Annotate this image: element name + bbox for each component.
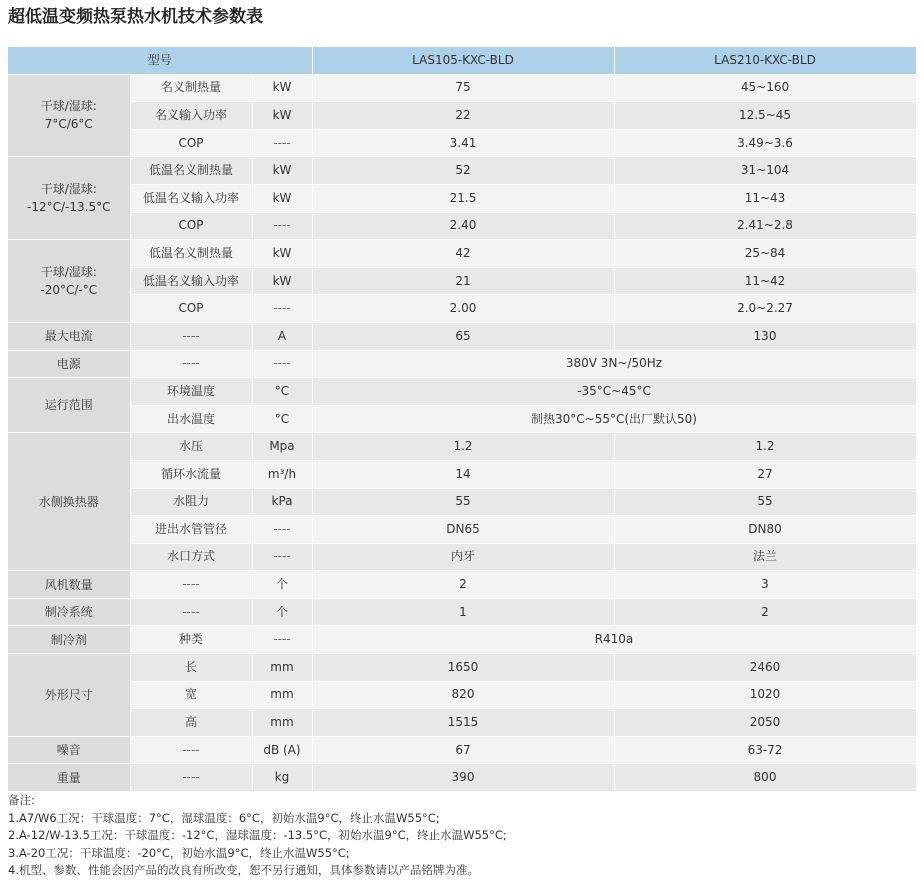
value-cell-2: 3 [614, 571, 916, 599]
table-row [8, 681, 916, 709]
value-cell-1: 22 [312, 102, 614, 130]
table-row [8, 516, 916, 544]
value-cell-1: 3.41 [312, 129, 614, 157]
value-cell-1: 1515 [312, 709, 614, 737]
table-row [8, 295, 916, 323]
value-cell-2: 2460 [614, 654, 916, 682]
value-cell-2: 130 [614, 322, 916, 350]
value-cell-2: 1.2 [614, 433, 916, 461]
item-cell: COP [130, 295, 252, 323]
table-row [8, 129, 916, 157]
value-cell-2: 11~43 [614, 184, 916, 212]
table-row [8, 267, 916, 295]
item-cell: 循环水流量 [130, 460, 252, 488]
group-label: 水侧换热器 [8, 433, 130, 571]
value-cell-2: 2050 [614, 709, 916, 737]
value-cell-2: 27 [614, 460, 916, 488]
table-row [8, 433, 916, 461]
unit-cell: kW [252, 157, 312, 185]
table-row [8, 736, 916, 764]
group-label: 干球/湿球: 7°C/6°C [8, 74, 130, 157]
unit-cell: °C [252, 378, 312, 406]
item-cell: 环境温度 [130, 378, 252, 406]
value-cell-2: 12.5~45 [614, 102, 916, 130]
group-label: 制冷剂 [8, 626, 130, 654]
item-cell: 长 [130, 654, 252, 682]
header-model-2: LAS210-KXC-BLD [614, 47, 916, 74]
value-cell-2: 45~160 [614, 74, 916, 102]
unit-cell: ---- [252, 350, 312, 378]
value-cell-1: 1650 [312, 654, 614, 682]
value-cell-2: 800 [614, 764, 916, 792]
unit-cell: 个 [252, 598, 312, 626]
table-row [8, 102, 916, 130]
table-row [8, 709, 916, 737]
group-label: 运行范围 [8, 378, 130, 433]
group-label: 最大电流 [8, 322, 130, 350]
value-cell-2: 63-72 [614, 736, 916, 764]
value-cell-1: 2 [312, 571, 614, 599]
unit-cell: A [252, 322, 312, 350]
value-cell-1: 75 [312, 74, 614, 102]
note-line: 2.A-12/W-13.5工况：干球温度：-12°C，湿球温度：-13.5°C，初始水温9°C，终止水温W55°C; [8, 828, 507, 842]
header-model-label: 型号 [8, 47, 312, 74]
header-model-1: LAS105-KXC-BLD [312, 47, 614, 74]
value-cell-1: 52 [312, 157, 614, 185]
value-cell-merged: 380V 3N~/50Hz [312, 350, 916, 378]
table-row [8, 571, 916, 599]
table-header-row [8, 47, 916, 74]
item-cell: 名义制热量 [130, 74, 252, 102]
note-line: 3.A-20工况：干球温度：-20°C，初始水温9°C，终止水温W55°C; [8, 845, 350, 860]
value-cell-2: 2 [614, 598, 916, 626]
item-cell: 高 [130, 709, 252, 737]
value-cell-1: 2.40 [312, 212, 614, 240]
value-cell-1: 21.5 [312, 184, 614, 212]
table-row [8, 488, 916, 516]
value-cell-2: DN80 [614, 516, 916, 544]
table-row [8, 240, 916, 268]
table-row [8, 654, 916, 682]
value-cell-1: 55 [312, 488, 614, 516]
table-row [8, 378, 916, 406]
unit-cell: mm [252, 681, 312, 709]
item-cell: 低温名义输入功率 [130, 184, 252, 212]
group-label: 干球/湿球: -12°C/-13.5°C [8, 157, 130, 240]
value-cell-2: 55 [614, 488, 916, 516]
table-row [8, 184, 916, 212]
table-row [8, 405, 916, 433]
value-cell-2: 法兰 [614, 543, 916, 571]
item-cell: ---- [130, 764, 252, 792]
item-cell: 水口方式 [130, 543, 252, 571]
group-label: 电源 [8, 350, 130, 378]
table-row [8, 157, 916, 185]
unit-cell: 个 [252, 571, 312, 599]
unit-cell: kW [252, 240, 312, 268]
unit-cell: ---- [252, 543, 312, 571]
unit-cell: °C [252, 405, 312, 433]
value-cell-2: 31~104 [614, 157, 916, 185]
unit-cell: dB (A) [252, 736, 312, 764]
group-label: 风机数量 [8, 571, 130, 599]
value-cell-1: 21 [312, 267, 614, 295]
note-line: 4.机型、参数、性能会因产品的改良有所改变，恕不另行通知，具体参数请以产品铭牌为准。 [8, 863, 479, 877]
value-cell-2: 1020 [614, 681, 916, 709]
unit-cell: ---- [252, 212, 312, 240]
table-row [8, 460, 916, 488]
group-label: 噪音 [8, 736, 130, 764]
value-cell-2: 11~42 [614, 267, 916, 295]
value-cell-1: DN65 [312, 516, 614, 544]
value-cell-1: 42 [312, 240, 614, 268]
item-cell: 低温名义制热量 [130, 240, 252, 268]
value-cell-merged: -35°C~45°C [312, 378, 916, 406]
unit-cell: ---- [252, 129, 312, 157]
item-cell: 进出水管管径 [130, 516, 252, 544]
unit-cell: m³/h [252, 460, 312, 488]
value-cell-1: 65 [312, 322, 614, 350]
item-cell: ---- [130, 571, 252, 599]
unit-cell: kg [252, 764, 312, 792]
unit-cell: Mpa [252, 433, 312, 461]
table-row [8, 626, 916, 654]
notes-heading: 备注: [8, 793, 35, 807]
table-row [8, 212, 916, 240]
item-cell: ---- [130, 322, 252, 350]
group-label: 干球/湿球: -20°C/-°C [8, 240, 130, 323]
item-cell: ---- [130, 598, 252, 626]
unit-cell: kW [252, 184, 312, 212]
item-cell: ---- [130, 350, 252, 378]
unit-cell: ---- [252, 516, 312, 544]
table-row [8, 598, 916, 626]
spec-table [8, 47, 917, 792]
unit-cell: ---- [252, 626, 312, 654]
item-cell: 名义输入功率 [130, 102, 252, 130]
note-line: 1.A7/W6工况：干球温度：7°C，湿球温度：6°C，初始水温9°C，终止水温W55°C; [8, 810, 440, 825]
unit-cell: ---- [252, 295, 312, 323]
table-row [8, 322, 916, 350]
value-cell-2: 2.0~2.27 [614, 295, 916, 323]
page-title: 超低温变频热泵热水机技术参数表 [8, 7, 263, 27]
item-cell: COP [130, 212, 252, 240]
item-cell: 水阻力 [130, 488, 252, 516]
item-cell: 低温名义输入功率 [130, 267, 252, 295]
value-cell-1: 2.00 [312, 295, 614, 323]
notes-section [8, 792, 507, 880]
group-label: 重量 [8, 764, 130, 792]
item-cell: COP [130, 129, 252, 157]
table-row [8, 74, 916, 102]
item-cell: 低温名义制热量 [130, 157, 252, 185]
unit-cell: kW [252, 74, 312, 102]
value-cell-1: 67 [312, 736, 614, 764]
unit-cell: mm [252, 709, 312, 737]
value-cell-2: 3.49~3.6 [614, 129, 916, 157]
value-cell-2: 25~84 [614, 240, 916, 268]
item-cell: 出水温度 [130, 405, 252, 433]
value-cell-merged: 制热30°C~55°C(出厂默认50) [312, 405, 916, 433]
value-cell-2: 2.41~2.8 [614, 212, 916, 240]
group-label: 外形尺寸 [8, 654, 130, 737]
value-cell-1: 820 [312, 681, 614, 709]
unit-cell: mm [252, 654, 312, 682]
table-row [8, 764, 916, 792]
value-cell-1: 1 [312, 598, 614, 626]
group-label: 制冷系统 [8, 598, 130, 626]
unit-cell: kW [252, 267, 312, 295]
value-cell-1: 390 [312, 764, 614, 792]
value-cell-merged: R410a [312, 626, 916, 654]
item-cell: 水压 [130, 433, 252, 461]
value-cell-1: 内牙 [312, 543, 614, 571]
unit-cell: kPa [252, 488, 312, 516]
table-row [8, 543, 916, 571]
item-cell: 种类 [130, 626, 252, 654]
table-row [8, 350, 916, 378]
value-cell-1: 1.2 [312, 433, 614, 461]
value-cell-1: 14 [312, 460, 614, 488]
unit-cell: kW [252, 102, 312, 130]
item-cell: ---- [130, 736, 252, 764]
item-cell: 宽 [130, 681, 252, 709]
